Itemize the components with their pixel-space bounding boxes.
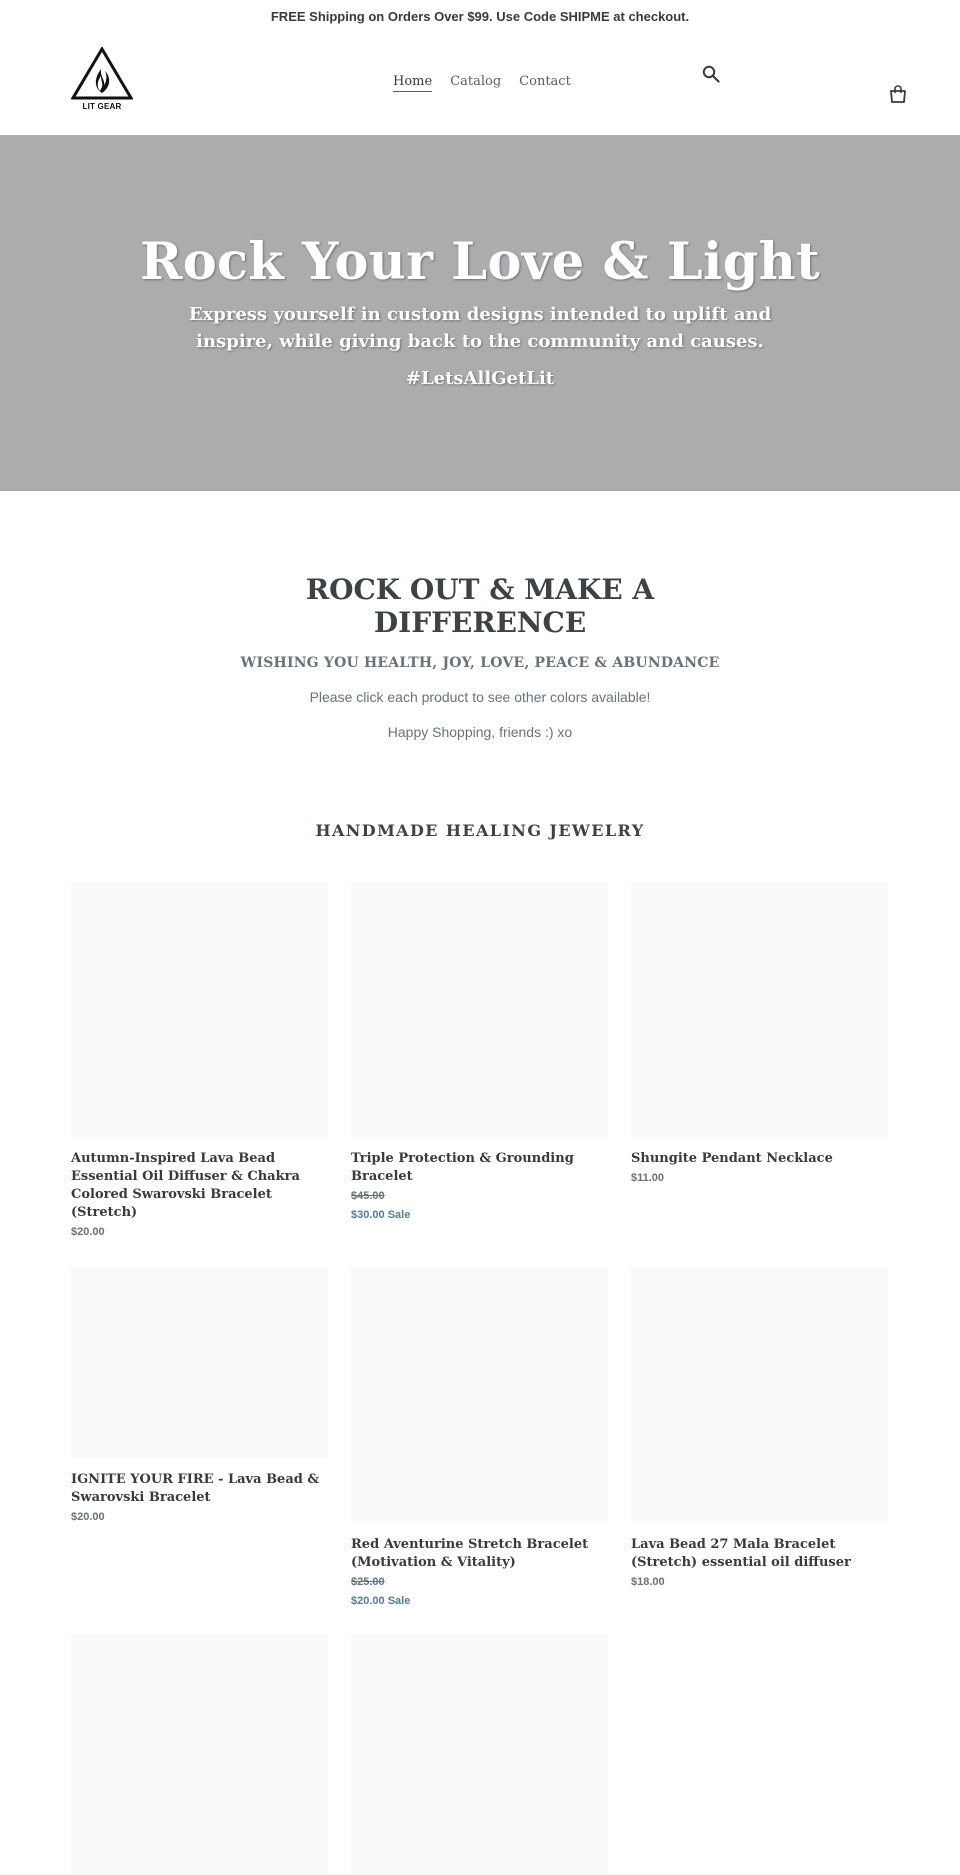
product-title[interactable]: Autumn-Inspired Lava Bead Essential Oil Diffuser & Chakra Colored Swarovski Bracelet (Stretch) <box>71 1151 300 1220</box>
product-price: $20.00 <box>71 1511 105 1523</box>
cart-button[interactable] <box>889 85 909 105</box>
product-image[interactable] <box>351 1634 608 1875</box>
logo-text: LIT GEAR <box>82 102 122 111</box>
search-button[interactable] <box>702 65 722 85</box>
product-compare-price: $45.00 <box>351 1190 385 1202</box>
main-nav <box>393 74 571 92</box>
logo[interactable] <box>70 47 134 119</box>
product-card[interactable] <box>351 882 608 1224</box>
product-title[interactable]: Red Aventurine Stretch Bracelet (Motivation & Vitality) <box>351 1537 589 1570</box>
product-image[interactable] <box>71 1634 328 1875</box>
cart-icon <box>889 85 907 103</box>
product-compare-price: $25.00 <box>351 1576 385 1588</box>
product-image[interactable] <box>71 1267 328 1458</box>
product-image[interactable] <box>71 882 328 1137</box>
announcement-bar <box>0 0 960 32</box>
intro-subheading: WISHING YOU HEALTH, JOY, LOVE, PEACE & ABUNDANCE <box>240 655 720 671</box>
product-card[interactable] <box>351 1267 608 1610</box>
search-icon <box>702 65 720 83</box>
product-card[interactable] <box>631 1267 888 1591</box>
product-card[interactable] <box>71 1634 328 1875</box>
product-image[interactable] <box>631 882 888 1137</box>
product-title[interactable]: Triple Protection & Grounding Bracelet <box>351 1151 574 1184</box>
product-card[interactable] <box>71 1267 328 1526</box>
collection-title: HANDMADE HEALING JEWELRY <box>315 821 645 840</box>
product-price: $18.00 <box>631 1576 665 1588</box>
product-card[interactable] <box>351 1634 608 1875</box>
product-image[interactable] <box>351 1267 608 1523</box>
nav-contact[interactable]: Contact <box>519 74 571 89</box>
intro-text-greeting: Happy Shopping, friends :) xo <box>387 724 573 740</box>
site-header <box>0 32 960 135</box>
product-image[interactable] <box>631 1267 888 1523</box>
nav-home[interactable]: Home <box>393 74 432 92</box>
product-price: $11.00 <box>631 1172 665 1184</box>
intro-section <box>0 573 960 740</box>
announcement-text: FREE Shipping on Orders Over $99. Use Code SHIPME at checkout. <box>270 8 690 24</box>
flame-triangle-logo-icon <box>71 47 133 101</box>
product-price: $20.00 <box>71 1226 105 1238</box>
hero-title: Rock Your Love & Light <box>140 232 820 292</box>
hero-banner <box>0 135 960 491</box>
product-card[interactable] <box>71 882 328 1241</box>
product-image[interactable] <box>351 882 608 1137</box>
product-title[interactable]: Lava Bead 27 Mala Bracelet (Stretch) essential oil diffuser <box>631 1537 851 1570</box>
intro-text-colors: Please click each product to see other colors available! <box>309 689 651 705</box>
product-title[interactable]: Shungite Pendant Necklace <box>631 1151 833 1166</box>
nav-catalog[interactable]: Catalog <box>450 74 502 89</box>
hero-hashtag: #LetsAllGetLit <box>405 368 555 389</box>
product-sale-price: $20.00 Sale <box>351 1595 411 1607</box>
hero-subtitle: Express yourself in custom designs intended to uplift and inspire, while giving back to the community and causes. <box>188 304 772 352</box>
product-card[interactable] <box>631 882 888 1187</box>
product-sale-price: $30.00 Sale <box>351 1209 411 1221</box>
intro-heading: ROCK OUT & MAKE A DIFFERENCE <box>305 573 655 639</box>
product-title[interactable]: IGNITE YOUR FIRE - Lava Bead & Swarovski Bracelet <box>71 1472 320 1505</box>
